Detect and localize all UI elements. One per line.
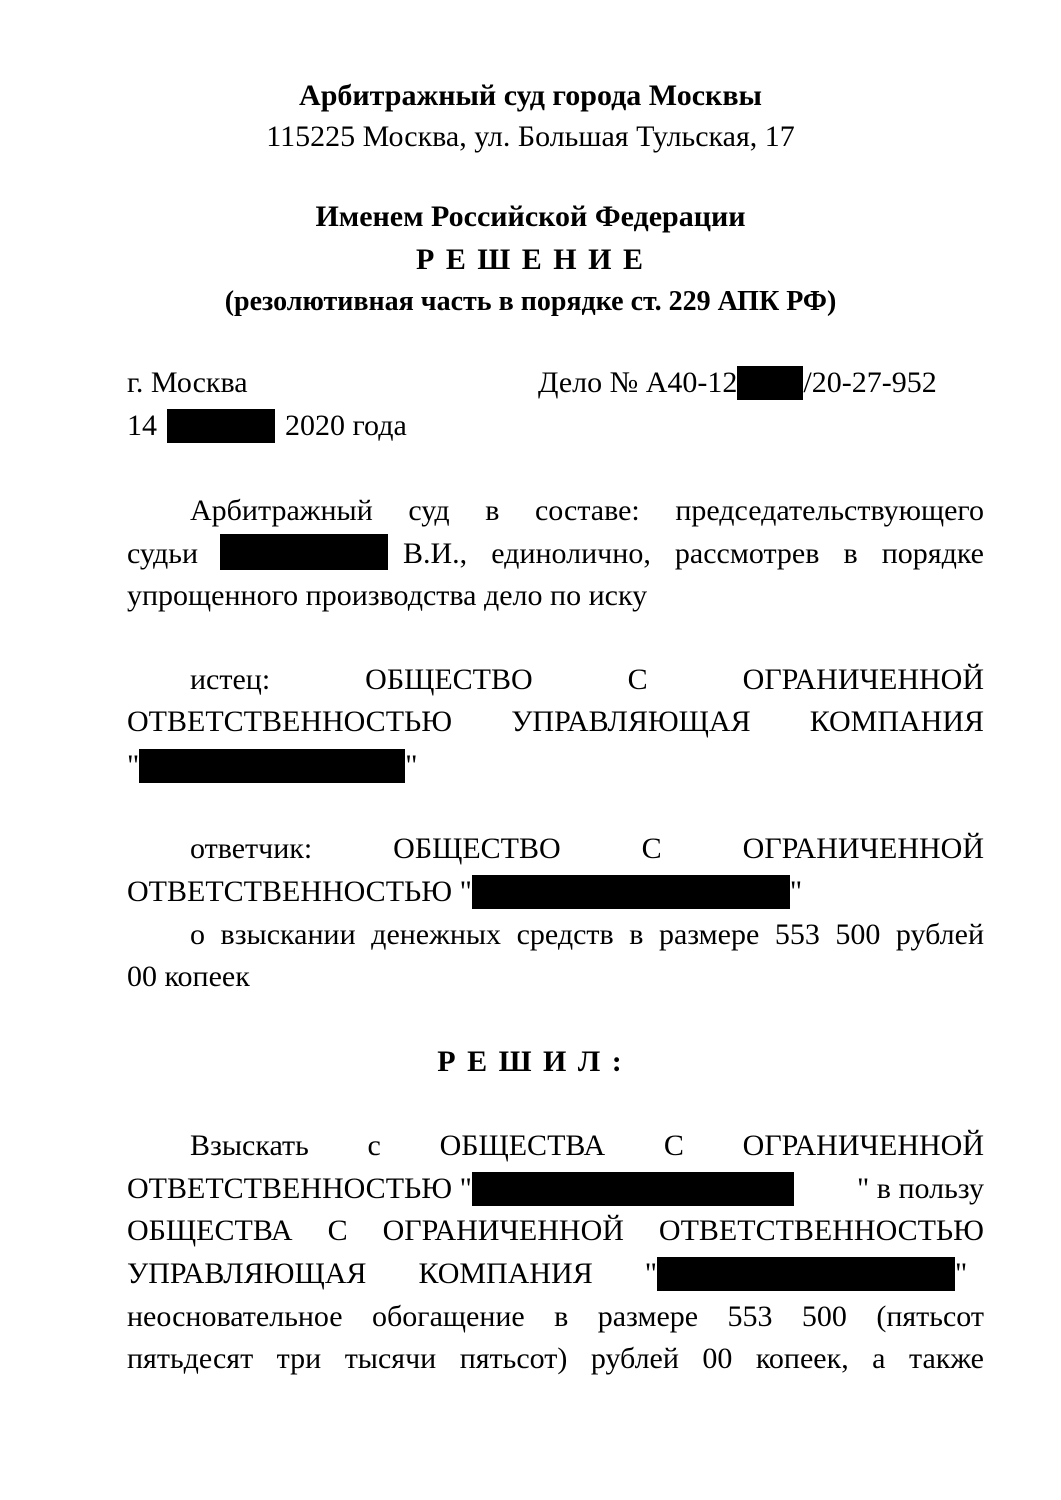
decision-subtitle: (резолютивная часть в порядке ст. 229 АПК РФ) [224,286,837,317]
resolution-line-5: неосновательное обогащение в размере 553 500 (пятьсот [127,1300,984,1333]
debtor-company-label: ОТВЕТСТВЕННОСТЬЮ " [127,1172,472,1205]
defendant-line-1: ответчик: ОБЩЕСТВО С ОГРАНИЧЕННОЙ [190,832,984,865]
intro-judge-word: судьи [127,537,199,570]
intro-line-1: Арбитражный суд в составе: председательствующего [190,494,984,527]
resolved-heading: Р Е Ш И Л : [437,1045,624,1078]
court-address: 115225 Москва, ул. Большая Тульская, 17 [266,120,795,153]
plaintiff-line-3 [127,748,418,784]
case-number-prefix: Дело № А40-12 [538,366,738,399]
plaintiff-line-2: ОТВЕТСТВЕННОСТЬЮ УПРАВЛЯЮЩАЯ КОМПАНИЯ [127,705,984,738]
plaintiff-line-1: истец: ОБЩЕСТВО С ОГРАНИЧЕННОЙ [190,663,984,696]
quote-mark: " [127,749,140,782]
redaction-block [737,366,803,400]
resolution-line-4 [127,1256,984,1292]
resolution-line-2a [127,1171,794,1207]
defendant-company-label: ОТВЕТСТВЕННОСТЬЮ " [127,875,472,908]
decision-date [127,408,407,444]
intro-line-2: В.И., единолично, рассмотрев в порядке [403,537,984,570]
claim-line-1: о взыскании денежных средств в размере 553 500 рублей [190,918,984,951]
date-day: 14 [127,409,157,442]
resolution-line-1: Взыскать с ОБЩЕСТВА С ОГРАНИЧЕННОЙ [190,1129,984,1162]
case-number-suffix: /20-27-952 [803,366,937,399]
redaction-block [472,875,790,909]
court-name: Арбитражный суд города Москвы [299,79,762,112]
resolution-line-3: ОБЩЕСТВА С ОГРАНИЧЕННОЙ ОТВЕТСТВЕННОСТЬЮ [127,1214,984,1247]
city: г. Москва [127,366,248,399]
date-year: 2020 года [285,409,407,442]
redaction-block [167,409,275,443]
in-the-name-heading: Именем Российской Федерации [315,200,746,233]
resolution-line-6: пятьдесят три тысячи пятьсот) рублей 00 копеек, а также [127,1342,984,1375]
case-number [538,365,937,401]
redaction-block [657,1257,955,1291]
quote-mark: " [405,749,418,782]
quote-mark: " [955,1257,968,1290]
redaction-block [472,1172,794,1206]
intro-line-3: упрощенного производства дело по иску [127,579,648,612]
quote-mark: " [789,875,803,908]
resolution-line-2b: " в пользу [857,1172,984,1205]
defendant-line-2 [127,874,802,910]
redaction-block [139,749,405,783]
creditor-company-label: УПРАВЛЯЮЩАЯ КОМПАНИЯ " [127,1257,657,1290]
redaction-block [220,534,388,570]
decision-heading: Р Е Ш Е Н И Е [416,243,645,276]
claim-line-2: 00 копеек [127,960,250,993]
